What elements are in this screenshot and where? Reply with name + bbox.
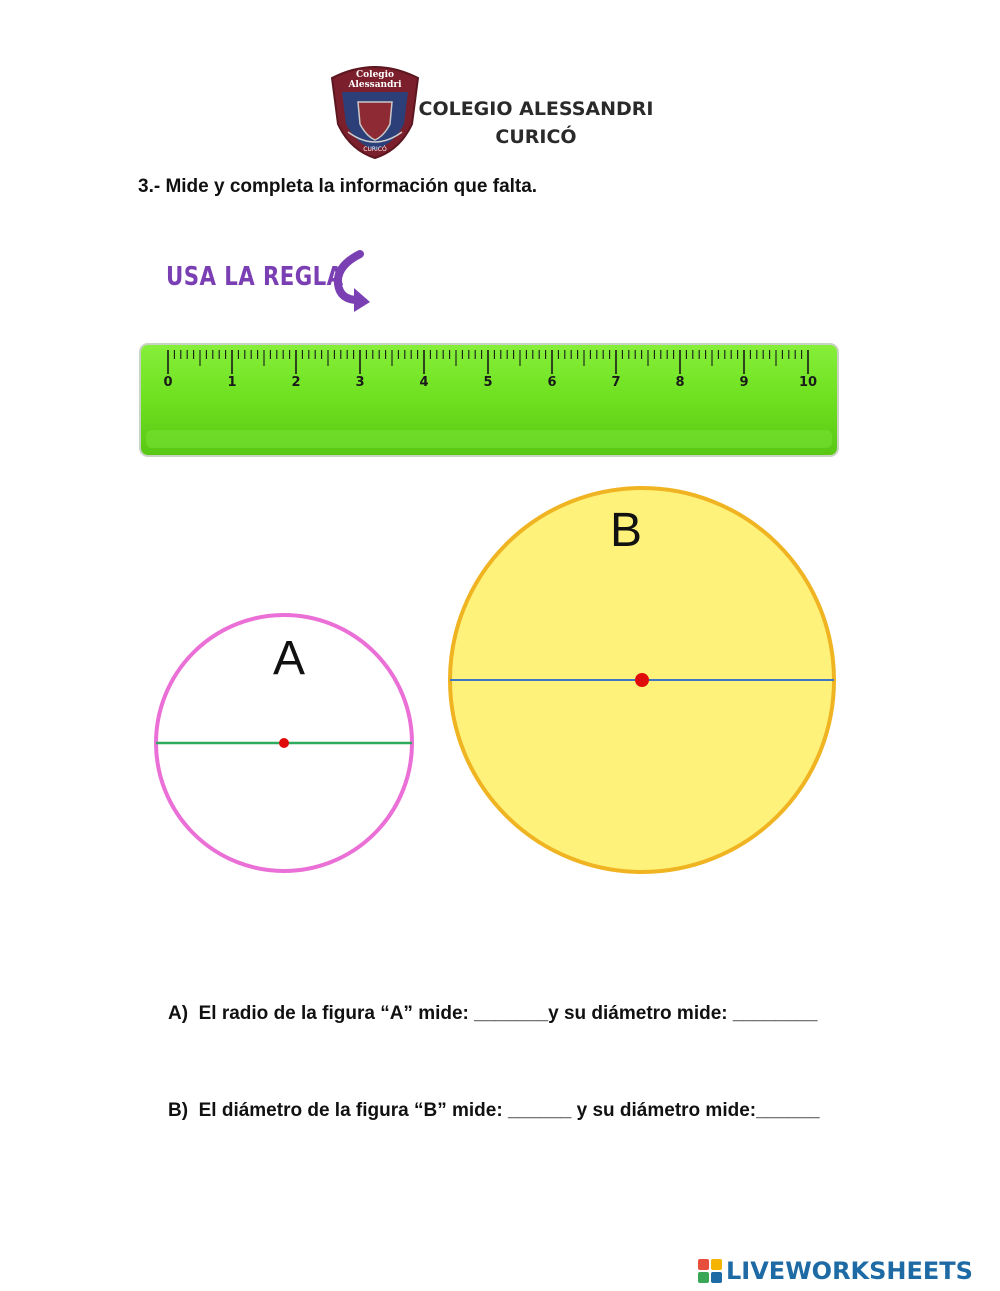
ruler-tick-label: 5	[483, 375, 493, 390]
use-ruler-label: USA LA REGLA	[166, 262, 344, 292]
circles-figure	[140, 478, 860, 898]
circle-a-label: A	[272, 632, 306, 685]
ruler-tick-label: 6	[547, 375, 557, 390]
svg-text:Alessandri: Alessandri	[348, 80, 402, 90]
liveworksheets-logo	[698, 1254, 973, 1288]
liveworksheets-brand: LIVEWORKSHEETS	[726, 1257, 973, 1285]
svg-text:CURICÓ: CURICÓ	[363, 146, 387, 153]
question-a: A) El radio de la figura “A” mide: _______y su diámetro mide: ________	[168, 1003, 818, 1024]
ruler-tick-label: 8	[675, 375, 685, 390]
instruction-text: 3.- Mide y completa la información que falta.	[138, 176, 538, 197]
school-name: COLEGIO ALESSANDRI	[418, 98, 654, 120]
ruler-tick-label: 9	[739, 375, 749, 390]
ruler-tick-label: 10	[798, 375, 818, 390]
school-crest-logo	[326, 62, 424, 160]
ruler-tick-label: 4	[419, 375, 429, 390]
ruler-tick-label: 0	[163, 375, 173, 390]
ruler-tick-label: 2	[291, 375, 301, 390]
liveworksheets-icon	[698, 1259, 722, 1283]
question-b: B) El diámetro de la figura “B” mide: ______ y su diámetro mide:______	[168, 1100, 820, 1121]
school-city: CURICÓ	[495, 126, 577, 148]
ruler-tick-label: 1	[227, 375, 237, 390]
ruler	[136, 338, 842, 462]
circle-b-center	[635, 673, 649, 687]
circle-b-label: B	[609, 504, 643, 557]
ruler-tick-label: 7	[611, 375, 621, 390]
circle-a-center	[279, 738, 289, 748]
curved-arrow-icon	[326, 248, 380, 314]
svg-text:Colegio: Colegio	[355, 70, 395, 80]
ruler-tick-label: 3	[355, 375, 365, 390]
